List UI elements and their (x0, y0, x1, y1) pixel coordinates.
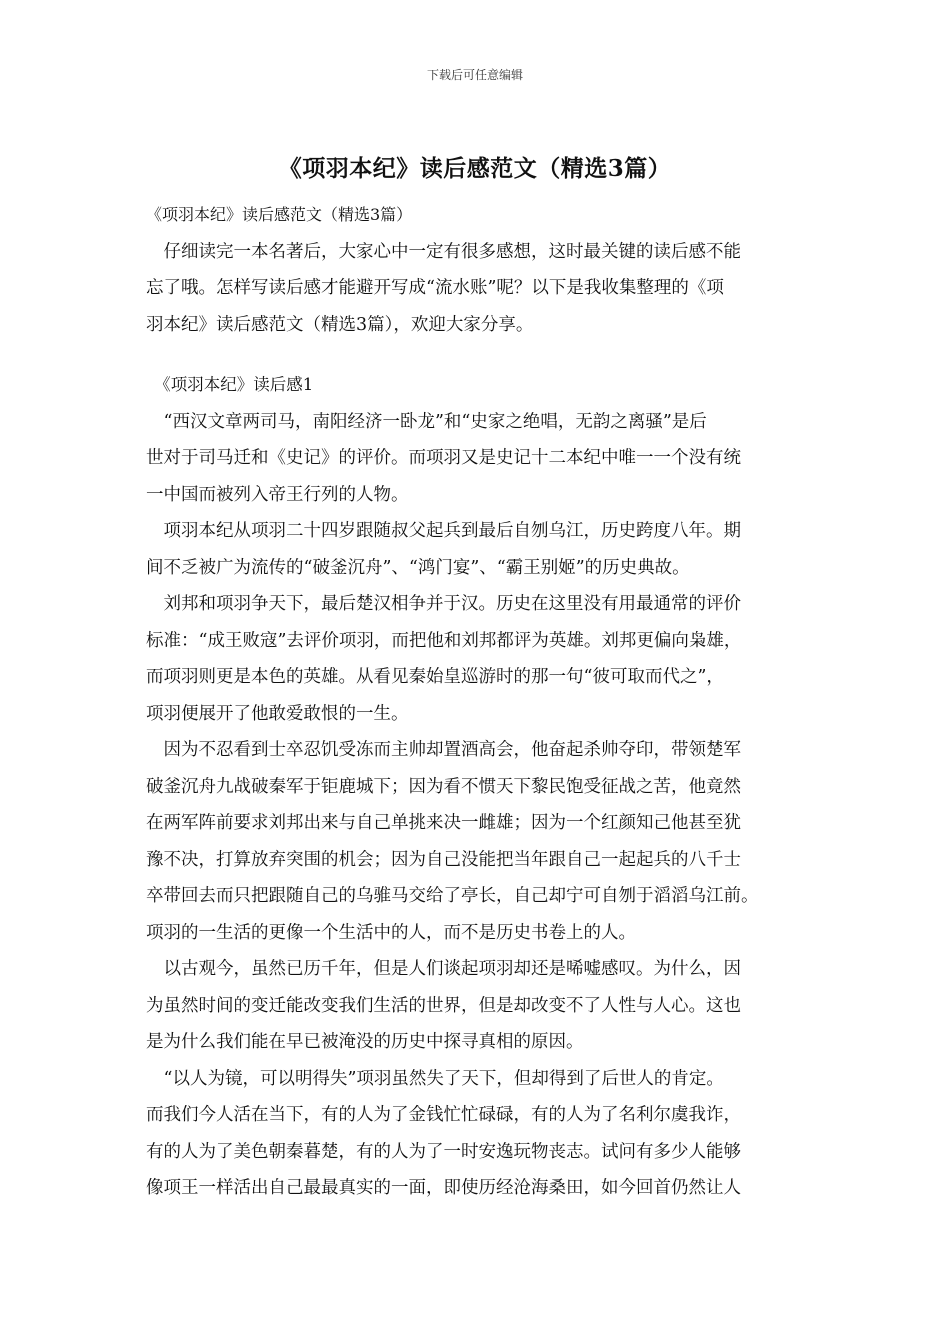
text-line: 一中国而被列入帝王行列的人物。 (146, 484, 409, 505)
text-line: 羽本纪》读后感范文（精选3篇），欢迎大家分享。 (146, 314, 534, 335)
text-line: 项羽的一生活的更像一个生活中的人，而不是历史书卷上的人。 (146, 922, 636, 943)
text-line: 卒带回去而只把跟随自己的乌骓马交给了亭长，自己却宁可自刎于滔滔乌江前。 (146, 886, 759, 906)
text-line: 是为什么我们能在早已被淹没的历史中探寻真相的原因。 (146, 1032, 584, 1052)
text-line: “以人为镜，可以明得失”项羽虽然失了天下，但却得到了后世人的肯定。 (146, 1068, 724, 1089)
text-line: 有的人为了美色朝秦暮楚，有的人为了一时安逸玩物丧志。试问有多少人能够 (146, 1141, 741, 1162)
text-line: 刘邦和项羽争天下，最后楚汉相争并于汉。历史在这里没有用最通常的评价 (146, 594, 741, 614)
text-line: 而项羽则更是本色的英雄。从看见秦始皇巡游时的那一句“彼可取而代之”， (146, 667, 724, 687)
text-line: 因为不忍看到士卒忍饥受冻而主帅却置酒高会，他奋起杀帅夺印，带领楚军 (146, 740, 741, 760)
text-line: 而我们今人活在当下，有的人为了金钱忙忙碌碌，有的人为了名利尔虞我诈， (146, 1105, 741, 1125)
text-line: 破釜沉舟九战破秦军于钜鹿城下；因为看不惯天下黎民饱受征战之苦，他竟然 (146, 776, 741, 797)
text-line: 标准：“成王败寇”去评价项羽，而把他和刘邦都评为英雄。刘邦更偏向枭雄， (146, 630, 742, 651)
text-line: 忘了哦。怎样写读后感才能避开写成“流水账”呢？以下是我收集整理的《项 (146, 278, 724, 298)
text-line: 像项王一样活出自己最最真实的一面，即使历经沧海桑田，如今回首仍然让人 (146, 1178, 741, 1198)
text-line: 仔细读完一本名著后，大家心中一定有很多感想，这时最关键的读后感不能 (146, 241, 741, 262)
text-line: 《项羽本纪》读后感范文（精选3篇） (146, 205, 413, 224)
text-line: 项羽本纪从项羽二十四岁跟随叔父起兵到最后自刎乌江，历史跨度八年。期 (146, 521, 741, 541)
header-note: 下载后可任意编辑 (426, 68, 523, 82)
text-line: 在两军阵前要求刘邦出来与自己单挑来决一雌雄；因为一个红颜知己他甚至犹 (146, 813, 741, 833)
text-line: 为虽然时间的变迁能改变我们生活的世界，但是却改变不了人性与人心。这也 (146, 995, 741, 1016)
text-line: “西汉文章两司马，南阳经济一卧龙”和“史家之绝唱，无韵之离骚”是后 (146, 411, 707, 432)
text-line: 世对于司马迁和《史记》的评价。而项羽又是史记十二本纪中唯一一个没有统 (146, 448, 741, 468)
text-line: 间不乏被广为流传的“破釜沉舟”、“鸿门宴”、“霸王别姬”的历史典故。 (146, 557, 690, 578)
document-title: 《项羽本纪》读后感范文（精选3篇） (278, 155, 672, 182)
text-line: 《项羽本纪》读后感1 (146, 375, 314, 394)
text-line: 以古观今，虽然已历千年，但是人们谈起项羽却还是唏嘘感叹。为什么，因 (146, 959, 741, 979)
text-line: 项羽便展开了他敢爱敢恨的一生。 (146, 703, 409, 724)
text-line: 豫不决，打算放弃突围的机会；因为自己没能把当年跟自己一起起兵的八千士 (146, 849, 741, 870)
paragraph-spacer (146, 343, 826, 367)
document-body (146, 197, 826, 1207)
